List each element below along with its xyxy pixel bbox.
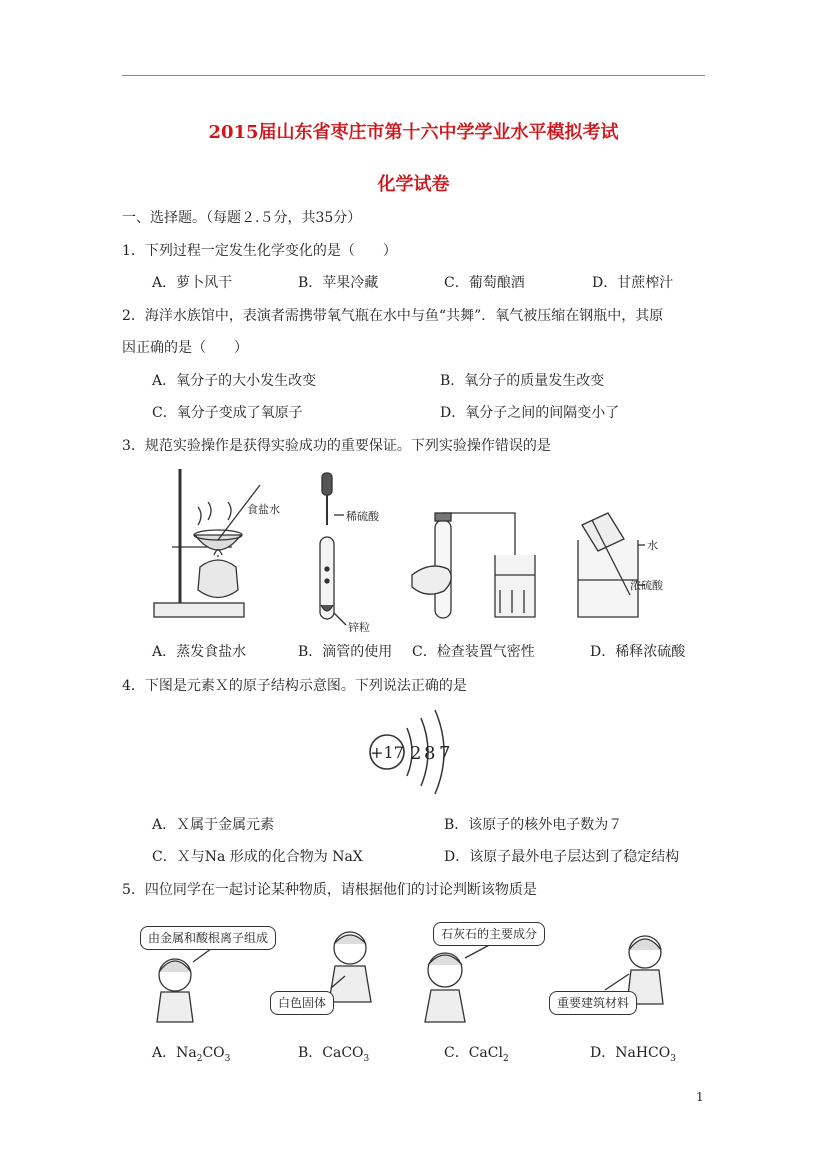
header-rule xyxy=(122,75,705,76)
shell-3-electrons: 7 xyxy=(439,743,451,764)
acid-dilution-icon xyxy=(578,513,645,617)
q5-option-c: C．CaCl$_2$ xyxy=(444,1045,509,1064)
page-number: 1 xyxy=(696,1090,704,1104)
q3-option-a: A．蒸发食盐水 xyxy=(152,644,247,660)
q5-option-a: A．$Na_2CO_3$ xyxy=(152,1045,231,1064)
exam-subtitle: 化学试卷 xyxy=(377,174,450,195)
q5-stem: 5．四位同学在一起讨论某种物质，请根据他们的讨论判断该物质是 xyxy=(122,882,537,898)
student-boy-1-icon xyxy=(329,932,371,1002)
q2-stem-line1: 2．海洋水族馆中，表演者需携带氧气瓶在水中与鱼“共舞”．氧气被压缩在钢瓶中，其原 xyxy=(122,308,664,324)
nucleus-charge: +17 xyxy=(370,743,404,762)
airtightness-check-icon xyxy=(412,513,535,618)
q3-option-d: D．稀释浓硫酸 xyxy=(590,644,686,660)
dropper-test-tube-icon xyxy=(320,473,346,625)
q3-option-c: C．检查装置气密性 xyxy=(412,644,535,660)
salt-water-label: 食盐水 xyxy=(247,503,280,516)
q2-option-a: A．氧分子的大小发生改变 xyxy=(152,373,317,389)
q4-option-c: C．Ｘ与Na 形成的化合物为 NaX xyxy=(152,849,363,865)
q2-option-d: D．氧分子之间的间隔变小了 xyxy=(440,405,620,421)
water-label: 水 xyxy=(647,539,658,552)
bubble-2: 白色固体 xyxy=(270,991,334,1015)
q2-stem-line2: 因正确的是（ ） xyxy=(122,340,248,356)
q2-option-b: B．氧分子的质量发生改变 xyxy=(440,373,605,389)
q1-stem: 1．下列过程一定发生化学变化的是（ ） xyxy=(122,243,397,259)
shell-1-electrons: 2 xyxy=(410,743,422,764)
bubble-4: 重要建筑材料 xyxy=(549,991,637,1015)
bubble-1: 由金属和酸根离子组成 xyxy=(140,926,276,950)
q1-option-c: C．葡萄酿酒 xyxy=(444,275,525,291)
q5-option-b: B．CaCO$_3$ xyxy=(298,1045,370,1064)
evaporation-apparatus-icon xyxy=(154,469,260,617)
q3-option-b: B．滴管的使用 xyxy=(298,644,393,660)
section-heading: 一、选择题。（每题２.５分，共35分） xyxy=(122,210,362,226)
q2-option-c: C．氧分子变成了氧原子 xyxy=(152,405,303,421)
conc-acid-label: 浓硫酸 xyxy=(630,579,663,592)
student-boy-2-icon xyxy=(425,953,465,1022)
q3-lab-figure xyxy=(150,465,670,635)
dilute-acid-label: 稀硫酸 xyxy=(346,510,379,523)
bubble-3: 石灰石的主要成分 xyxy=(433,922,545,946)
shell-2-electrons: 8 xyxy=(424,743,436,764)
exam-title: 2015届山东省枣庄市第十六中学学业水平模拟考试 xyxy=(208,122,619,143)
student-girl-1-icon xyxy=(157,959,193,1022)
zinc-label: 锌粒 xyxy=(348,621,370,634)
q1-option-d: D．甘蔗榨汁 xyxy=(592,275,674,291)
q3-stem: 3．规范实验操作是获得实验成功的重要保证。下列实验操作错误的是 xyxy=(122,438,551,454)
q4-option-a: A．Ｘ属于金属元素 xyxy=(152,817,275,833)
q1-option-b: B．苹果冷藏 xyxy=(298,275,379,291)
q4-option-d: D．该原子最外电子层达到了稳定结构 xyxy=(444,849,680,865)
q1-option-a: A．萝卜风干 xyxy=(152,275,233,291)
atom-structure-diagram xyxy=(365,702,465,802)
q5-option-d: D．NaHCO$_3$ xyxy=(590,1045,676,1064)
q4-option-b: B．该原子的核外电子数为７ xyxy=(444,817,623,833)
q4-stem: 4．下图是元素Ｘ的原子结构示意图。下列说法正确的是 xyxy=(122,678,467,694)
